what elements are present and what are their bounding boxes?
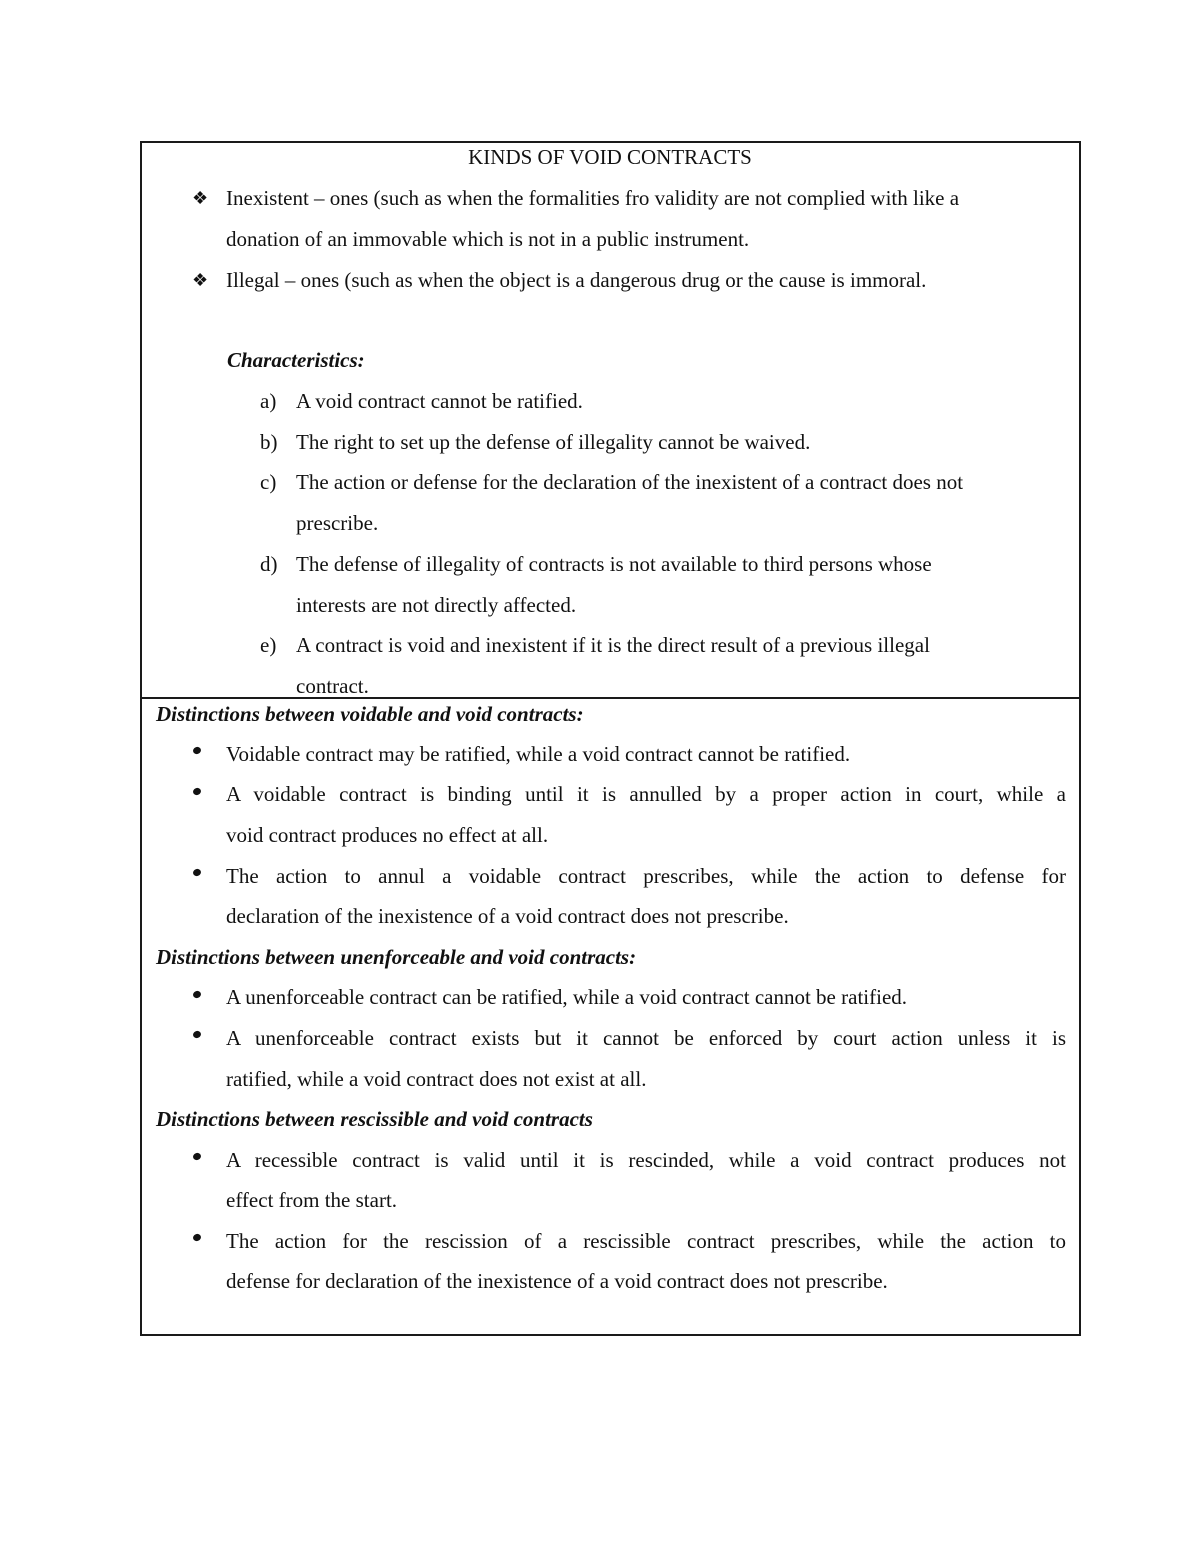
voidable-item-3-line1: The action to annul a voidable contract prescribes, while the action to defense for bbox=[226, 864, 1066, 888]
unenforceable-heading: Distinctions between unenforceable and void contracts: bbox=[156, 945, 637, 969]
document-title: KINDS OF VOID CONTRACTS bbox=[468, 145, 752, 169]
characteristic-b: The right to set up the defense of illegality cannot be waived. bbox=[296, 430, 811, 454]
list-letter: d) bbox=[260, 552, 278, 576]
diamond-bullet-icon: ❖ bbox=[192, 270, 209, 290]
characteristic-d-line2: interests are not directly affected. bbox=[296, 593, 577, 617]
list-letter: c) bbox=[260, 470, 277, 494]
unenforceable-item-2-line2: ratified, while a void contract does not exist at all. bbox=[226, 1067, 647, 1091]
kind-inexistent-line1: Inexistent – ones (such as when the formalities fro validity are not complied with like a bbox=[226, 186, 960, 210]
characteristic-e-line2: contract. bbox=[296, 674, 369, 698]
list-letter: e) bbox=[260, 633, 277, 657]
rescissible-item-2-line1: The action for the rescission of a rescissible contract prescribes, while the action to bbox=[226, 1229, 1066, 1253]
voidable-heading: Distinctions between voidable and void contracts: bbox=[156, 702, 584, 726]
list-letter: b) bbox=[260, 430, 278, 454]
voidable-item-1: Voidable contract may be ratified, while a void contract cannot be ratified. bbox=[226, 742, 851, 766]
rescissible-heading: Distinctions between rescissible and void contracts bbox=[156, 1107, 593, 1131]
kind-illegal-line1: Illegal – ones (such as when the object is a dangerous drug or the cause is immoral. bbox=[226, 268, 927, 292]
characteristics-heading: Characteristics: bbox=[227, 348, 365, 372]
rescissible-item-2-line2: defense for declaration of the inexistence of a void contract does not prescribe. bbox=[226, 1269, 888, 1293]
unenforceable-item-1: A unenforceable contract can be ratified, while a void contract cannot be ratified. bbox=[226, 985, 908, 1009]
characteristic-c-line1: The action or defense for the declaration of the inexistent of a contract does not bbox=[296, 470, 964, 494]
rescissible-item-1-line2: effect from the start. bbox=[226, 1188, 398, 1212]
kind-inexistent-line2: donation of an immovable which is not in a public instrument. bbox=[226, 227, 750, 251]
voidable-item-2-line2: void contract produces no effect at all. bbox=[226, 823, 549, 847]
unenforceable-item-2-line1: A unenforceable contract exists but it cannot be enforced by court action unless it is bbox=[226, 1026, 1066, 1050]
characteristic-a: A void contract cannot be ratified. bbox=[296, 389, 583, 413]
voidable-item-2-line1: A voidable contract is binding until it is annulled by a proper action in court, while a bbox=[226, 782, 1066, 806]
characteristic-d-line1: The defense of illegality of contracts is not available to third persons whose bbox=[296, 552, 932, 576]
diamond-bullet-icon: ❖ bbox=[192, 188, 209, 208]
characteristic-e-line1: A contract is void and inexistent if it is the direct result of a previous illegal bbox=[296, 633, 930, 657]
characteristic-c-line2: prescribe. bbox=[296, 511, 379, 535]
voidable-item-3-line2: declaration of the inexistence of a void contract does not prescribe. bbox=[226, 904, 789, 928]
rescissible-item-1-line1: A recessible contract is valid until it is rescinded, while a void contract produces not bbox=[226, 1148, 1066, 1172]
list-letter: a) bbox=[260, 389, 277, 413]
